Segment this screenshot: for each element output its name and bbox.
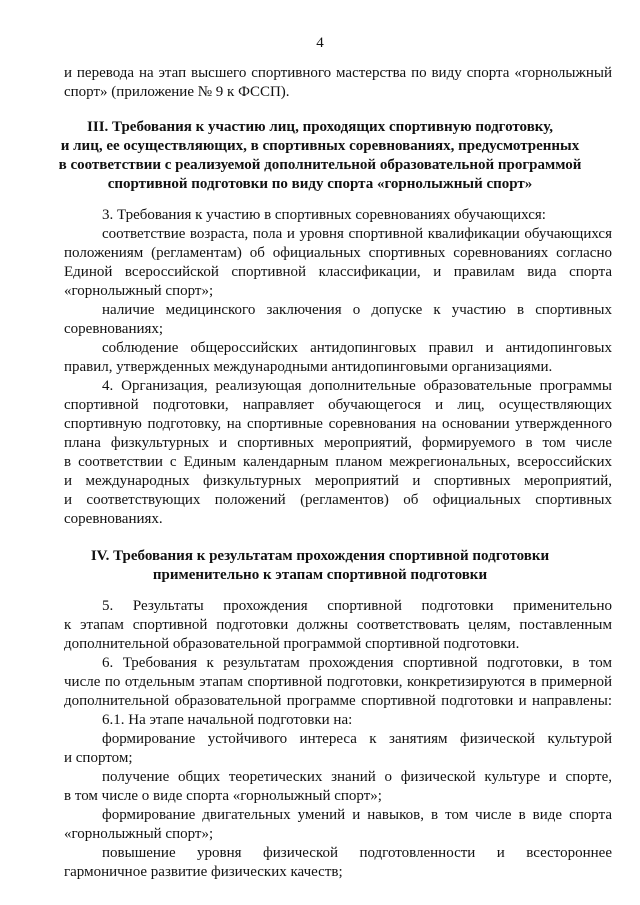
paragraph-6-line-3: дополнительной образовательной программе спортивной подготовки и направлены: [64, 693, 612, 709]
item-1-line-2: положениям (регламентам) об официальных спортивных соревнованиях согласно [64, 245, 612, 261]
bullet-2-line-2: в том числе о виде спорта «горнолыжный спорт»; [64, 788, 382, 804]
paragraph-4-line-2: спортивной подготовки, направляет обучающегося и лиц, осуществляющих [64, 397, 612, 413]
paragraph-5-line-2: к этапам спортивной подготовки должны соответствовать целям, поставленным [64, 617, 612, 633]
bullet-3-line-2: «горнолыжный спорт»; [64, 826, 214, 842]
section-3-heading-line-3: в соответствии с реализуемой дополнительной образовательной программой [58, 157, 582, 173]
paragraph-4-line-8: соревнованиях. [64, 511, 163, 527]
bullet-2-line-1: получение общих теоретических знаний о физической культуре и спорте, [102, 769, 612, 785]
paragraph-4-line-3: спортивную подготовку, на спортивные соревнования на основании утвержденного [64, 416, 612, 432]
section-4-heading-line-1: IV. Требования к результатам прохождения спортивной подготовки [90, 548, 550, 564]
item-2-line-1: наличие медицинского заключения о допуске к участию в спортивных [102, 302, 612, 318]
item-2-line-2: соревнованиях; [64, 321, 164, 337]
item-1-line-1: соответствие возраста, пола и уровня спортивной квалификации обучающихся [102, 226, 612, 242]
paragraph-5-line-3: дополнительной образовательной программой спортивной подготовки. [64, 636, 520, 652]
paragraph-4-line-6: и международных физкультурных мероприятий и спортивных мероприятий, [64, 473, 612, 489]
bullet-4-line-1: повышение уровня физической подготовленности и всестороннее [102, 845, 612, 861]
section-4-heading-line-2: применительно к этапам спортивной подготовки [152, 567, 488, 583]
paragraph-6-line-1: 6. Требования к результатам прохождения спортивной подготовки, в том [102, 655, 612, 671]
page-number: 4 [316, 35, 324, 51]
section-3-heading-line-1: III. Требования к участию лиц, проходящих спортивную подготовку, [87, 119, 553, 135]
paragraph-3: 3. Требования к участию в спортивных соревнованиях обучающихся: [102, 207, 546, 223]
paragraph-4-line-5: в соответствии с Единым календарным планом межрегиональных, всероссийских [64, 454, 612, 470]
bullet-3-line-1: формирование двигательных умений и навыков, в том числе в виде спорта [102, 807, 612, 823]
bullet-1-line-2: и спортом; [64, 750, 133, 766]
intro-line-1: и перевода на этап высшего спортивного мастерства по виду спорта «горнолыжный [64, 65, 612, 81]
paragraph-4-line-4: плана физкультурных и спортивных мероприятий, формируемого в том числе [64, 435, 612, 451]
paragraph-5-line-1: 5. Результаты прохождения спортивной подготовки применительно [102, 598, 612, 614]
bullet-1-line-1: формирование устойчивого интереса к занятиям физической культурой [102, 731, 612, 747]
paragraph-4-line-7: и соответствующих положений (регламентов) об официальных спортивных [64, 492, 612, 508]
paragraph-6-1: 6.1. На этапе начальной подготовки на: [102, 712, 353, 728]
item-1-line-3: Единой всероссийской спортивной классификации, и правилам вида спорта [64, 264, 612, 280]
bullet-4-line-2: гармоничное развитие физических качеств; [64, 864, 343, 880]
item-1-line-4: «горнолыжный спорт»; [64, 283, 214, 299]
paragraph-6-line-2: числе по отдельным этапам спортивной подготовки, конкретизируются в примерной [64, 674, 612, 690]
paragraph-4-line-1: 4. Организация, реализующая дополнительные образовательные программы [102, 378, 612, 394]
item-3-line-2: правил, утвержденных международными антидопинговыми организациями. [64, 359, 553, 375]
item-3-line-1: соблюдение общероссийских антидопинговых правил и антидопинговых [102, 340, 612, 356]
intro-line-2: спорт» (приложение № 9 к ФССП). [64, 84, 290, 100]
section-3-heading-line-4: спортивной подготовки по виду спорта «горнолыжный спорт» [107, 176, 533, 192]
section-3-heading-line-2: и лиц, ее осуществляющих, в спортивных соревнованиях, предусмотренных [60, 138, 580, 154]
